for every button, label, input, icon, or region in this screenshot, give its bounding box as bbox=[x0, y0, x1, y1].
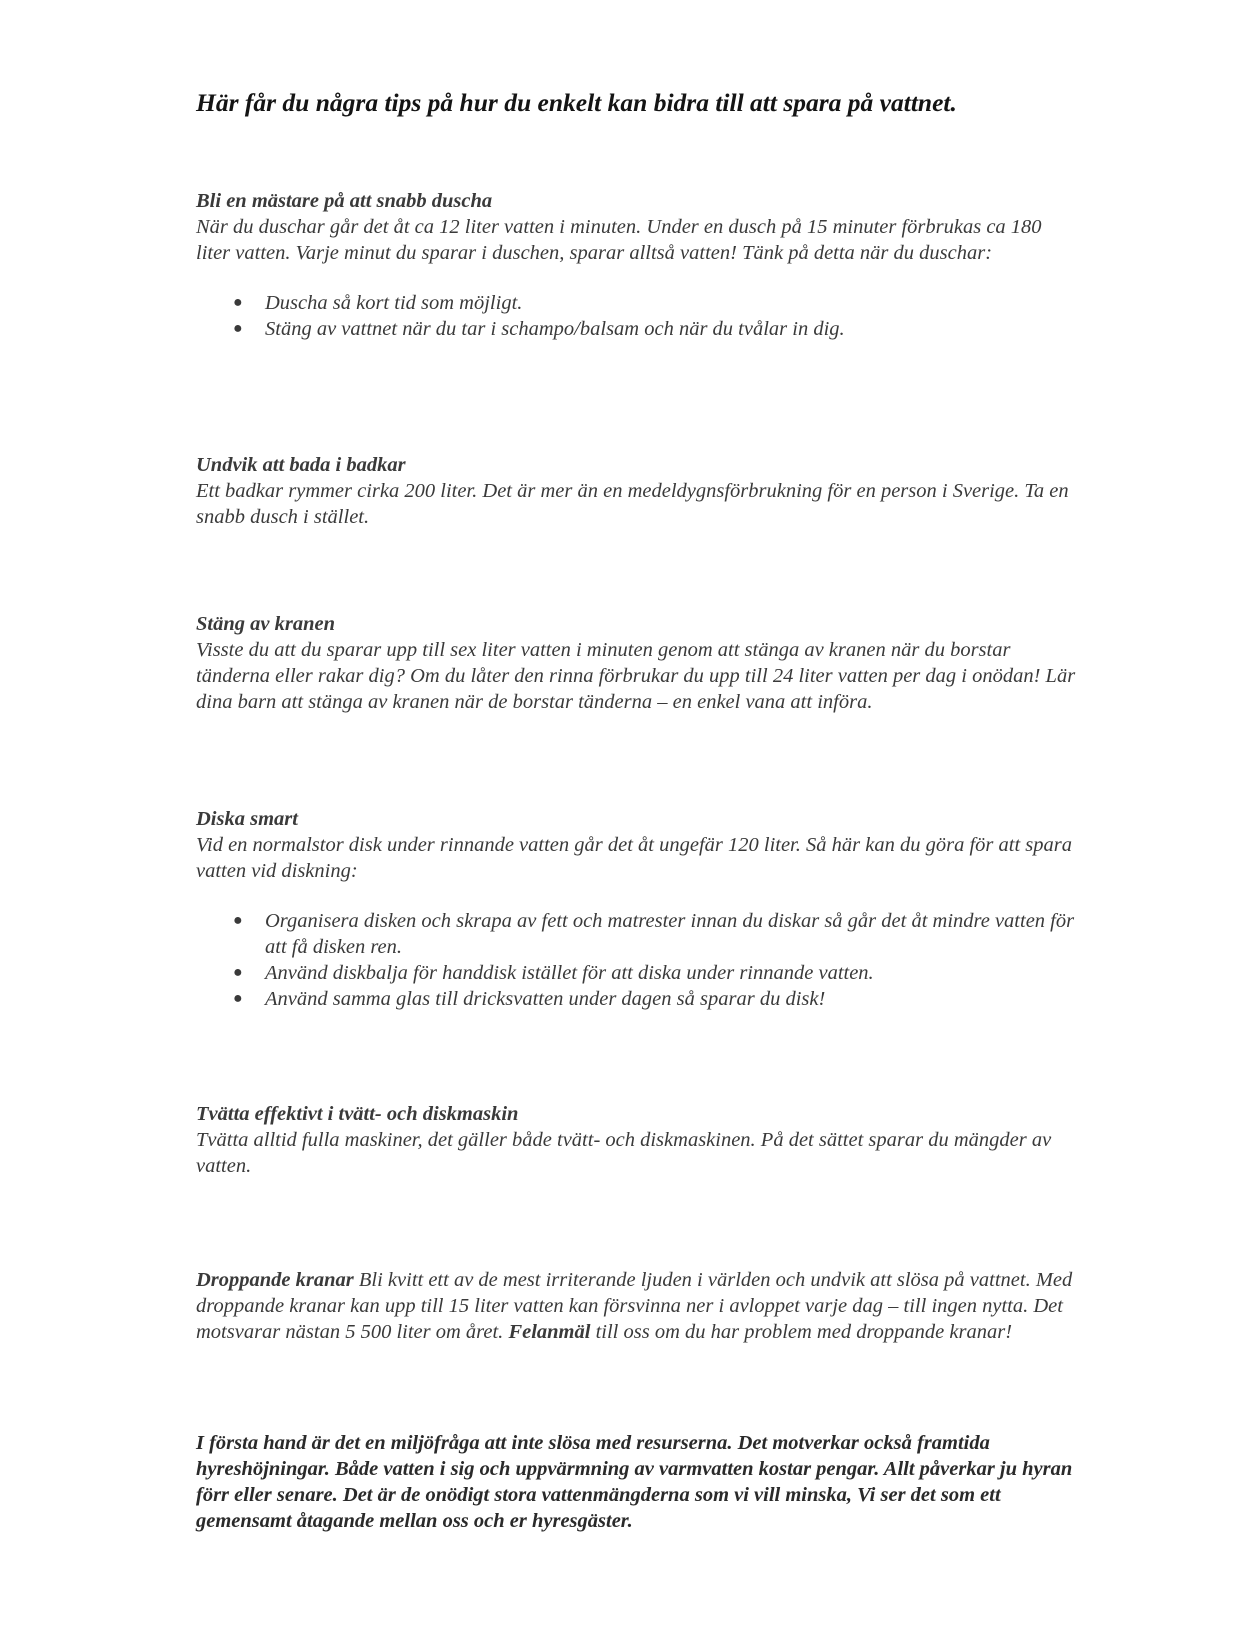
closing-paragraph bbox=[196, 1430, 1076, 1534]
page-title: Här får du några tips på hur du enkelt kan bidra till att spara på vattnet. bbox=[196, 88, 957, 117]
list-item bbox=[233, 908, 1076, 960]
report-fault-link[interactable]: Felanmäl bbox=[508, 1321, 591, 1343]
section-machines bbox=[196, 1101, 1076, 1179]
section-text: När du duschar går det åt ca 12 liter vatten i minuten. Under en dusch på 15 minuter förbrukas ca 180 liter vatten. Varje minut du sparar i duschen, sparar alltså vatten! Tänk på detta när du duschar: bbox=[196, 216, 1042, 264]
bullet-list bbox=[196, 908, 1076, 1012]
section-text: Visste du att du sparar upp till sex liter vatten i minuten genom att stänga av kranen när du borstar tänderna eller rakar dig? Om du låter den rinna förbrukar du upp till 24 liter vatten per dag i onödan! Lär dina barn att stänga av kranen när de borstar tänderna – en enkel vana att införa. bbox=[196, 639, 1076, 713]
list-item-text: Organisera disken och skrapa av fett och matrester innan du diskar så går det åt mindre vatten för att få disken ren. bbox=[265, 910, 1075, 958]
list-item-text: Använd diskbalja för handdisk istället för att diska under rinnande vatten. bbox=[265, 962, 874, 984]
section-heading: Tvätta effektivt i tvätt- och diskmaskin bbox=[196, 1103, 519, 1125]
section-text-part: Bli kvitt ett av de mest irriterande ljuden i världen och undvik att slösa på vattnet. Med droppande kranar kan upp till 15 liter vatten kan försvinna ner i avloppet varje dag – till ingen nytta. Det motsvarar nästan 5 500 liter om året. bbox=[196, 1269, 1073, 1343]
list-item-text: Använd samma glas till dricksvatten under dagen så sparar du disk! bbox=[265, 988, 826, 1010]
bullet-icon: ● bbox=[233, 964, 243, 981]
list-item bbox=[233, 290, 1076, 316]
section-heading: Droppande kranar bbox=[196, 1269, 354, 1291]
list-item bbox=[233, 316, 1076, 342]
bullet-icon: ● bbox=[233, 990, 243, 1007]
list-item bbox=[233, 960, 1076, 986]
bullet-icon: ● bbox=[233, 294, 243, 311]
section-text: Tvätta alltid fulla maskiner, det gäller både tvätt- och diskmaskinen. På det sättet sparar du mängder av vatten. bbox=[196, 1129, 1052, 1177]
section-heading: Diska smart bbox=[196, 808, 298, 830]
section-tap bbox=[196, 611, 1076, 715]
section-dripping-taps bbox=[196, 1267, 1076, 1345]
section-dishes bbox=[196, 806, 1076, 1012]
closing-text: I första hand är det en miljöfråga att inte slösa med resurserna. Det motverkar också framtida hyreshöjningar. Både vatten i sig och uppvärmning av varmvatten kostar pengar. Allt påverkar ju hyran förr eller senare. Det är de onödigt stora vattenmängderna som vi vill minska, Vi ser det som ett gemensamt åtagande mellan oss och er hyresgäster. bbox=[196, 1432, 1073, 1532]
bullet-icon: ● bbox=[233, 320, 243, 337]
section-text bbox=[196, 1267, 1076, 1345]
list-item-text: Duscha så kort tid som möjligt. bbox=[265, 292, 523, 314]
bullet-list bbox=[196, 290, 1076, 342]
section-heading: Bli en mästare på att snabb duscha bbox=[196, 190, 493, 212]
list-item bbox=[233, 986, 1076, 1012]
section-shower bbox=[196, 188, 1076, 342]
section-text: Vid en normalstor disk under rinnande vatten går det åt ungefär 120 liter. Så här kan du göra för att spara vatten vid diskning: bbox=[196, 834, 1072, 882]
list-item-text: Stäng av vattnet när du tar i schampo/balsam och när du tvålar in dig. bbox=[265, 318, 845, 340]
section-text: Ett badkar rymmer cirka 200 liter. Det är mer än en medeldygnsförbrukning för en person i Sverige. Ta en snabb dusch i stället. bbox=[196, 480, 1069, 528]
section-heading: Undvik att bada i badkar bbox=[196, 454, 406, 476]
section-heading: Stäng av kranen bbox=[196, 613, 335, 635]
section-bathtub bbox=[196, 452, 1076, 530]
bullet-icon: ● bbox=[233, 912, 243, 929]
section-text-part: till oss om du har problem med droppande kranar! bbox=[590, 1321, 1013, 1343]
